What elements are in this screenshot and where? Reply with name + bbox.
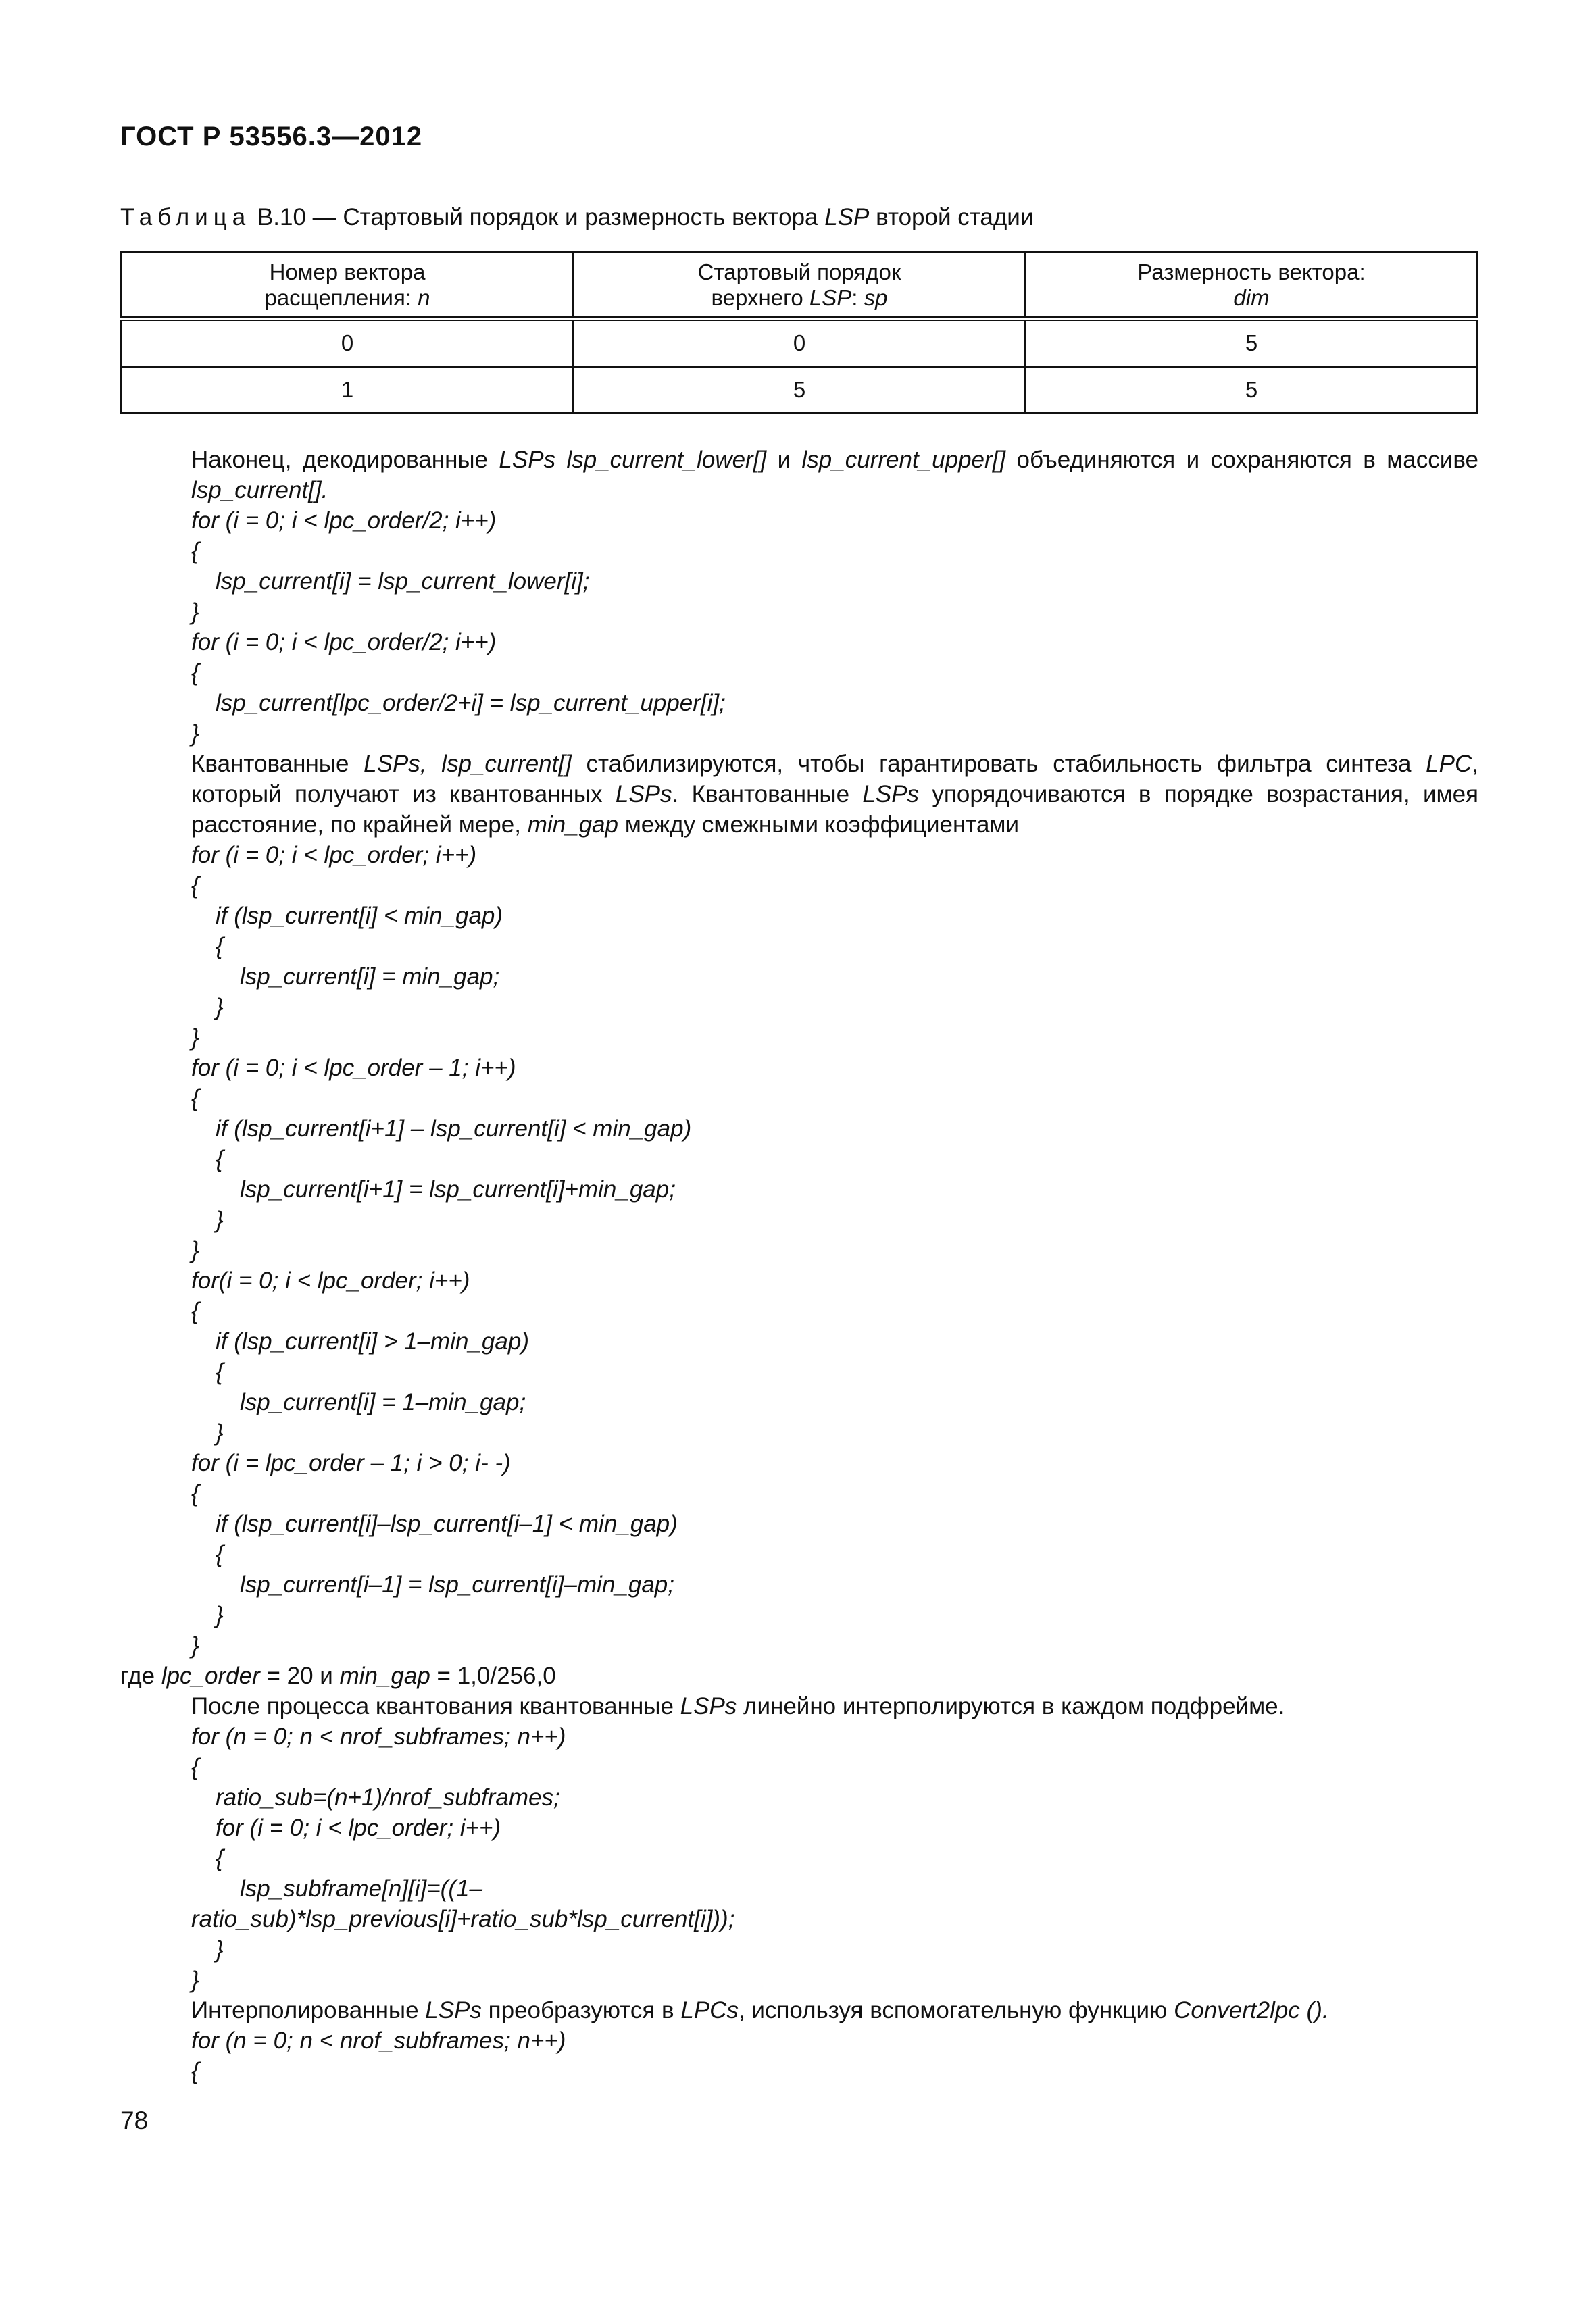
paragraph-interpolate: После процесса квантования квантованные LSPs линейно интерполируются в каждом подфрейме. bbox=[191, 1693, 1285, 1719]
code-line: if (lsp_current[i] < min_gap) bbox=[216, 903, 503, 929]
paragraph-convert: Интерполированные LSPs преобразуются в LPCs, используя вспомогательную функцию Convert2lpc (). bbox=[191, 1997, 1329, 2023]
code-line: lsp_current[i+1] = lsp_current[i]+min_gap; bbox=[240, 1176, 676, 1203]
code-line: ratio_sub=(n+1)/nrof_subframes; bbox=[216, 1784, 560, 1811]
caption-label: Таблица bbox=[120, 204, 251, 230]
table-cell: 5 bbox=[1026, 367, 1478, 413]
code-line: } bbox=[191, 1967, 199, 1993]
code-line: lsp_current[i] = min_gap; bbox=[240, 963, 500, 990]
page-header: ГОСТ Р 53556.3—2012 bbox=[120, 122, 423, 151]
code-line: } bbox=[191, 1632, 199, 1659]
caption-tail: второй стадии bbox=[869, 204, 1034, 230]
where-line: где lpc_order = 20 и min_gap = 1,0/256,0 bbox=[120, 1663, 556, 1689]
code-line: for (i = 0; i < lpc_order; i++) bbox=[191, 842, 477, 868]
code-block-stabilize bbox=[120, 840, 1478, 1661]
code-line: for (n = 0; n < nrof_subframes; n++) bbox=[191, 2028, 566, 2054]
table-caption bbox=[120, 204, 1033, 231]
code-line: { bbox=[216, 1359, 224, 1385]
code-line: if (lsp_current[i] > 1–min_gap) bbox=[216, 1328, 529, 1355]
code-line: } bbox=[191, 1237, 199, 1263]
code-line: { bbox=[191, 659, 199, 686]
code-line: { bbox=[191, 872, 199, 899]
code-line: if (lsp_current[i]–lsp_current[i–1] < min_gap) bbox=[216, 1511, 678, 1537]
code-line: { bbox=[216, 1541, 224, 1567]
body-text bbox=[120, 445, 1478, 2086]
table-row bbox=[122, 367, 1478, 413]
code-line: lsp_current[i] = 1–min_gap; bbox=[240, 1389, 526, 1415]
code-block-interpolate bbox=[120, 1721, 1478, 1995]
code-line: for(i = 0; i < lpc_order; i++) bbox=[191, 1267, 470, 1294]
table-cell: 0 bbox=[574, 319, 1026, 367]
table-cell: 1 bbox=[122, 367, 574, 413]
code-line: } bbox=[216, 1419, 224, 1446]
code-line: for (n = 0; n < nrof_subframes; n++) bbox=[191, 1724, 566, 1750]
page-number: 78 bbox=[120, 2107, 149, 2134]
column-header-start-order: Стартовый порядок верхнего LSP: sp bbox=[574, 253, 1026, 319]
code-line: { bbox=[216, 1845, 224, 1871]
code-line: { bbox=[216, 1146, 224, 1172]
code-line: { bbox=[191, 1085, 199, 1111]
code-line: } bbox=[216, 1936, 224, 1963]
column-header-vector-number: Номер вектора расщепления: n bbox=[122, 253, 574, 319]
code-block-merge bbox=[120, 505, 1478, 749]
code-line: lsp_current[lpc_order/2+i] = lsp_current_upper[i]; bbox=[216, 690, 726, 716]
code-line: ratio_sub)*lsp_previous[i]+ratio_sub*lsp_current[i])); bbox=[191, 1906, 735, 1932]
code-line: { bbox=[191, 538, 199, 564]
code-line: { bbox=[216, 933, 224, 959]
table-cell: 0 bbox=[122, 319, 574, 367]
code-line: { bbox=[191, 1754, 199, 1780]
code-line: { bbox=[191, 1480, 199, 1507]
code-line: for (i = 0; i < lpc_order/2; i++) bbox=[191, 507, 497, 534]
code-line: lsp_current[i–1] = lsp_current[i]–min_gap; bbox=[240, 1571, 674, 1598]
table-cell: 5 bbox=[574, 367, 1026, 413]
caption-lsp: LSP bbox=[824, 204, 870, 230]
code-line: lsp_subframe[n][i]=((1– bbox=[240, 1876, 482, 1902]
paragraph-merge: Наконец, декодированные LSPs lsp_current_lower[] и lsp_current_upper[] объединяются и сохраняются в массиве lsp_current[]. bbox=[191, 447, 1478, 503]
table-cell: 5 bbox=[1026, 319, 1478, 367]
code-line: for (i = 0; i < lpc_order/2; i++) bbox=[191, 629, 497, 655]
caption-text: В.10 — Стартовый порядок и размерность вектора bbox=[251, 204, 825, 230]
code-line: } bbox=[191, 720, 199, 747]
code-line: for (i = 0; i < lpc_order; i++) bbox=[216, 1815, 501, 1841]
code-line: { bbox=[191, 2058, 199, 2084]
code-line: } bbox=[191, 599, 199, 625]
code-line: } bbox=[191, 1024, 199, 1051]
code-line: for (i = lpc_order – 1; i > 0; i- -) bbox=[191, 1450, 511, 1476]
code-line: } bbox=[216, 994, 224, 1020]
code-line: { bbox=[191, 1298, 199, 1324]
table-row bbox=[122, 319, 1478, 367]
code-block-convert bbox=[120, 2026, 1478, 2086]
code-line: lsp_current[i] = lsp_current_lower[i]; bbox=[216, 568, 590, 595]
code-line: for (i = 0; i < lpc_order – 1; i++) bbox=[191, 1055, 516, 1081]
lsp-order-table bbox=[120, 251, 1478, 414]
code-line: } bbox=[216, 1207, 224, 1233]
paragraph-stabilize: Квантованные LSPs, lsp_current[] стабилизируются, чтобы гарантировать стабильность фильтра синтеза LPC, который получают из квантованных LSPs. Квантованные LSPs упорядочиваются в порядке возрастания, имея расстояние, по крайней мере, min_gap между смежными коэффициентами bbox=[191, 751, 1478, 838]
column-header-vector-dim: Размерность вектора: dim bbox=[1026, 253, 1478, 319]
code-line: } bbox=[216, 1602, 224, 1628]
code-line: if (lsp_current[i+1] – lsp_current[i] < min_gap) bbox=[216, 1115, 692, 1142]
table-header-row bbox=[122, 253, 1478, 319]
